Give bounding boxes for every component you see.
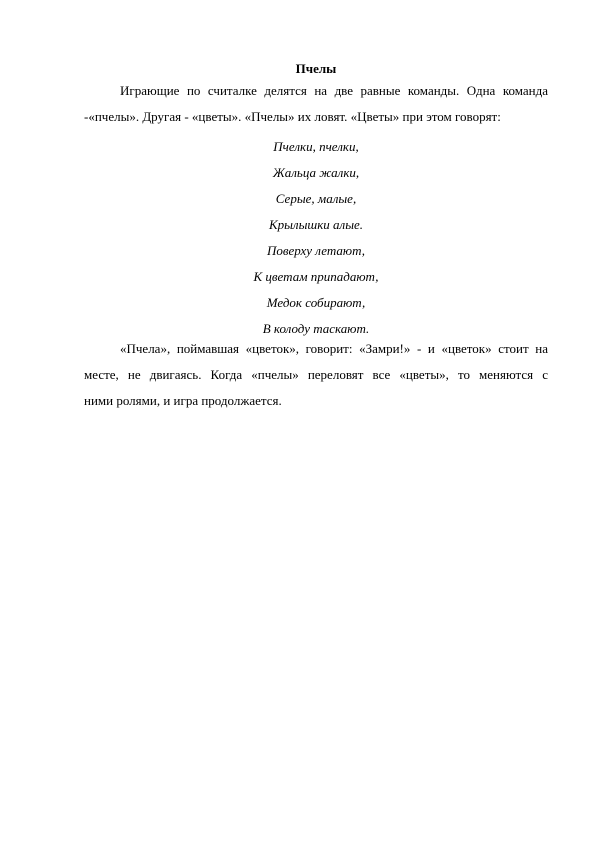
outro-paragraph bbox=[84, 336, 548, 414]
verse-line-2: Жальца жалки, bbox=[272, 165, 360, 180]
verse-line-8: В колоду таскают. bbox=[262, 321, 370, 336]
intro-paragraph bbox=[84, 78, 548, 130]
rhyme-verse bbox=[84, 134, 548, 342]
intro-line-2: -«пчелы». Другая - «цветы». «Пчелы» их ловят. «Цветы» при этом говорят: bbox=[84, 109, 501, 124]
outro-line-3: ними ролями, и игра продолжается. bbox=[84, 393, 282, 408]
verse-line-5: Поверху летают, bbox=[266, 243, 366, 258]
outro-line-1: «Пчела», поймавшая «цветок», говорит: «Замри!» - и «цветок» стоит на bbox=[120, 341, 548, 356]
verse-line-1: Пчелки, пчелки, bbox=[273, 139, 359, 154]
verse-line-4: Крылышки алые. bbox=[268, 217, 364, 232]
outro-line-2: месте, не двигаясь. Когда «пчелы» переловят все «цветы», то меняются с bbox=[84, 367, 548, 382]
intro-line-1: Играющие по считалке делятся на две равные команды. Одна команда bbox=[120, 83, 548, 98]
verse-line-3: Серые, малые, bbox=[275, 191, 357, 206]
verse-line-6: К цветам припадают, bbox=[253, 269, 379, 284]
document-title: Пчелы bbox=[295, 61, 337, 76]
verse-line-7: Медок собирают, bbox=[266, 295, 366, 310]
